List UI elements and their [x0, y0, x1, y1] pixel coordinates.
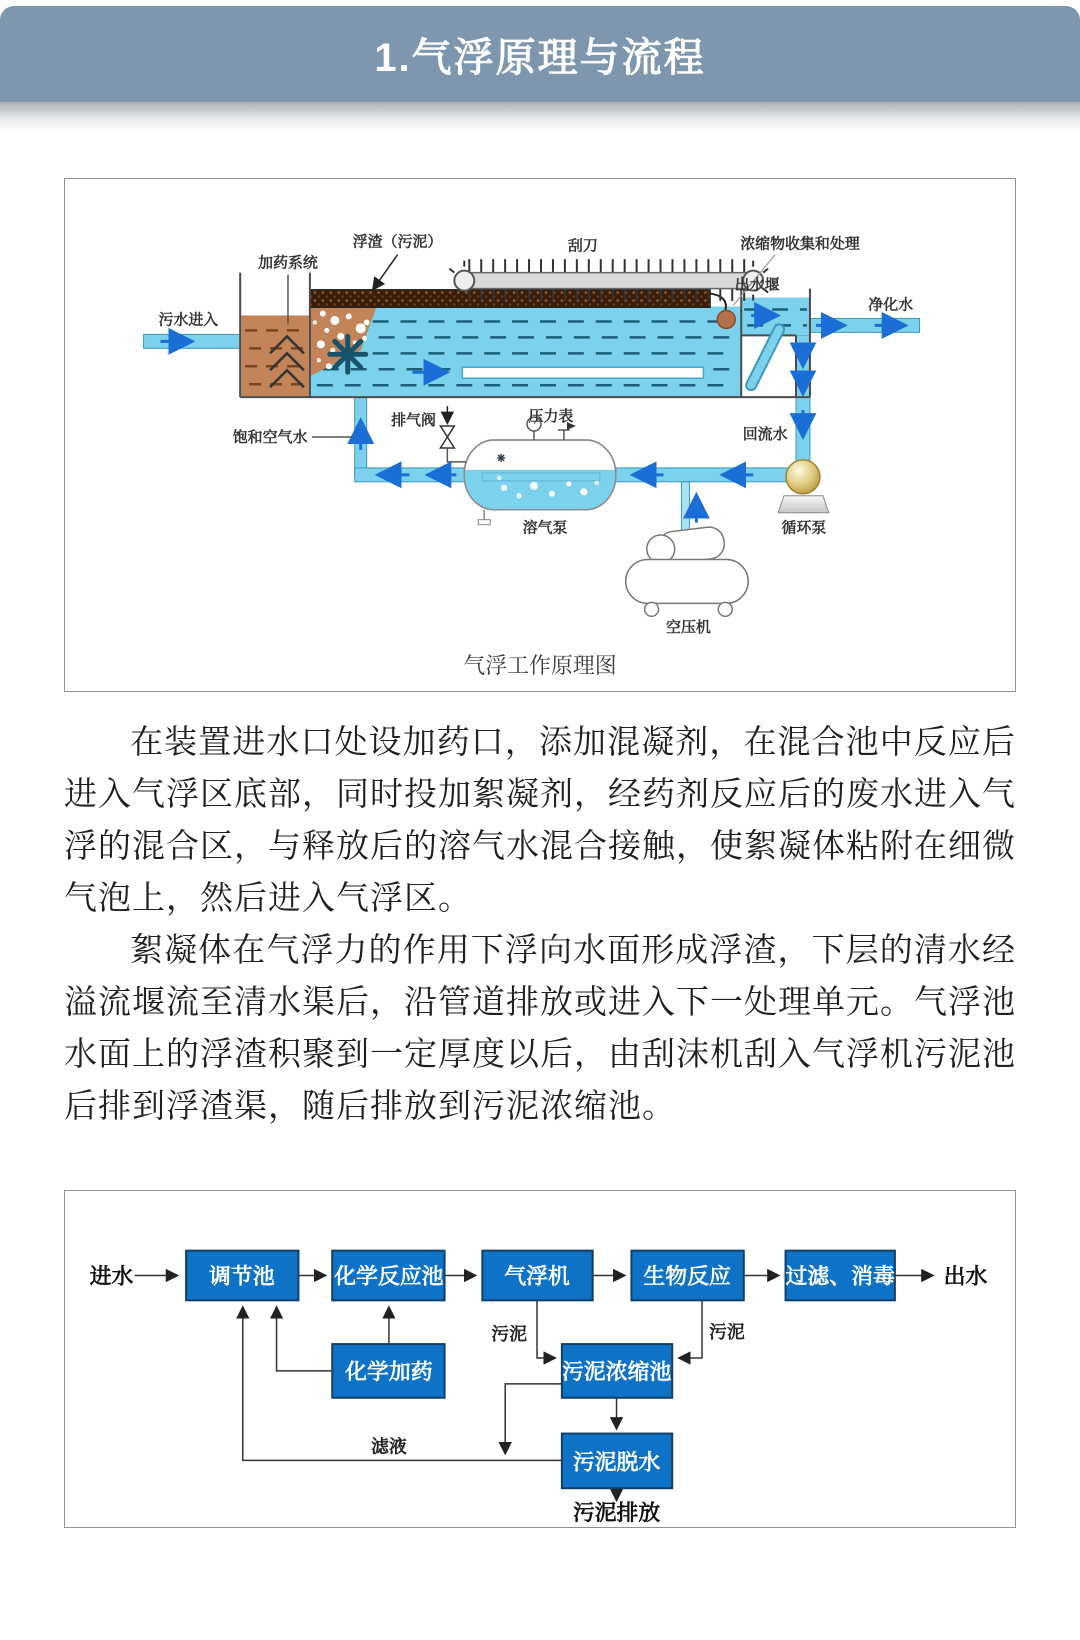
flow-connectors [134, 1275, 931, 1499]
impeller-icon [330, 336, 366, 372]
label-saturated-water: 饱和空气水 [232, 428, 308, 446]
label-scraper: 刮刀 [567, 237, 598, 255]
edge-filtrate-label: 滤液 [371, 1436, 407, 1457]
flow-chart-svg [65, 1191, 1015, 1527]
paragraph-2: 絮凝体在气浮力的作用下浮向水面形成浮渣，下层的清水经溢流堰流至清水渠后，沿管道排放或进入下一处理单元。气浮池水面上的浮渣积聚到一定厚度以后，由刮沫机刮入气浮机污泥池后排到浮渣渠，随后排放到污泥浓缩池。 [64, 931, 1016, 1124]
node-filter-disinfect [786, 1251, 895, 1301]
node-flotation-label: 气浮机 [504, 1263, 570, 1289]
banner-shadow [0, 102, 1080, 132]
edge-sludge-b-label: 污泥 [709, 1322, 745, 1343]
diagram-caption: 气浮工作原理图 [463, 653, 617, 679]
compressor-air-pipe [681, 482, 689, 534]
scum-outlet-ball [717, 310, 735, 328]
label-dissolved-air-tank: 溶气泵 [522, 519, 568, 537]
inlet-pipe [144, 334, 241, 348]
header-banner [0, 6, 1080, 102]
label-clean-water: 净化水 [868, 296, 914, 314]
label-outlet-weir: 出水堰 [734, 276, 780, 294]
flow-chart-figure [64, 1190, 1016, 1528]
body-text [64, 716, 1016, 1132]
node-chemical-reaction-tank [332, 1251, 444, 1301]
node-sludge-dewatering [562, 1434, 672, 1489]
label-pressure-gauge: 压力表 [528, 408, 574, 426]
node-flotation-machine [482, 1251, 592, 1301]
label-exhaust-valve: 排气阀 [391, 412, 436, 430]
flow-outlet-label: 出水 [943, 1263, 988, 1289]
label-concentrate: 浓缩物收集和处理 [740, 235, 860, 253]
node-filter-disinfect-label: 过滤、消毒 [785, 1263, 895, 1289]
label-scum: 浮渣（污泥） [352, 233, 443, 251]
node-sludge-dewatering-label: 污泥脱水 [572, 1449, 661, 1475]
distribution-pipe [462, 367, 703, 378]
label-return-water: 回流水 [742, 425, 788, 443]
flow-discharge-label: 污泥排放 [572, 1500, 661, 1526]
paragraph-1: 在装置进水口处设加药口，添加混凝剂，在混合池中反应后进入气浮区底部，同时投加絮凝剂，经药剂反应后的废水进入气浮的混合区，与释放后的溶气水混合接触，使絮凝体粘附在细微气泡上，然后进入气浮区。 [64, 723, 1016, 916]
dissolved-air-tank [464, 440, 615, 525]
tank-asterisk-icon [497, 454, 505, 462]
node-biological-reaction [631, 1251, 743, 1301]
page-title: 1.气浮原理与流程 [374, 35, 706, 80]
label-dosing-system: 加药系统 [258, 254, 318, 272]
exhaust-valve-icon [440, 406, 466, 462]
mixing-tank [241, 275, 309, 397]
node-biological-label: 生物反应 [643, 1263, 731, 1289]
principle-diagram-figure [64, 178, 1016, 692]
principle-diagram-svg [65, 179, 1015, 691]
node-sludge-thickening-label: 污泥浓缩池 [561, 1358, 672, 1384]
label-inflow: 污水进入 [158, 311, 219, 329]
flow-inlet-label: 进水 [89, 1263, 134, 1289]
label-air-compressor: 空压机 [666, 619, 711, 637]
flow-nodes [186, 1251, 895, 1489]
edge-sludge-a-label: 污泥 [491, 1324, 528, 1345]
node-chemical-dosing-label: 化学加药 [345, 1358, 433, 1384]
label-circulation-pump: 循环泵 [781, 519, 827, 537]
node-chemical-reaction-label: 化学反应池 [334, 1263, 444, 1289]
node-regulating-tank [186, 1251, 298, 1301]
air-compressor-icon [626, 525, 749, 616]
node-chemical-dosing [332, 1344, 444, 1398]
node-regulating-label: 调节池 [208, 1263, 275, 1289]
tank-water [310, 298, 810, 398]
node-sludge-thickening [562, 1344, 672, 1398]
weir-riser-pipe [751, 329, 779, 385]
